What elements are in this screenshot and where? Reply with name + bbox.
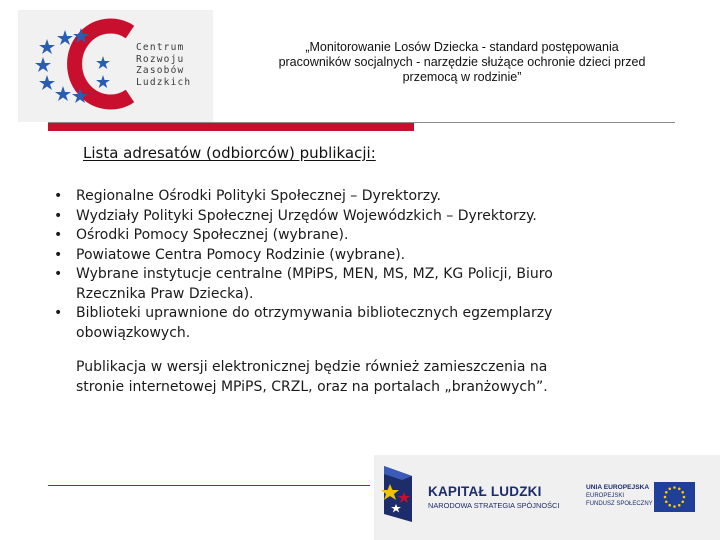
list-item [54, 265, 654, 304]
list-item-text: Ośrodki Pomocy Społecznej (wybrane). [76, 227, 349, 243]
eu-star-icon [665, 491, 668, 494]
recipient-list [54, 187, 654, 343]
eu-star-icon [664, 496, 667, 499]
eu-label-line: UNIA EUROPEJSKA [586, 484, 650, 491]
logo-line: Rozwoju [136, 53, 185, 65]
crzl-logo-text [136, 42, 191, 88]
eu-star-icon [681, 491, 684, 494]
header-title [252, 40, 672, 85]
logo-line: Centrum [136, 42, 185, 53]
list-item-text: Rzecznika Praw Dziecka). [76, 285, 254, 302]
kapital-ludzki-icon [380, 462, 420, 524]
bullet-marker: • [54, 227, 63, 243]
section-subtitle: Lista adresatów (odbiorców) publikacji: [83, 144, 376, 162]
star-icon [39, 39, 55, 54]
eu-star-icon [668, 487, 671, 490]
star-icon [96, 75, 110, 88]
bullet-marker: • [54, 305, 63, 321]
eu-star-icon [683, 496, 686, 499]
logo-line: Ludzkich [136, 76, 192, 88]
bullet-marker: • [54, 266, 63, 282]
star-icon [39, 75, 55, 90]
star-icon [57, 30, 73, 45]
header-title-line: „Monitorowanie Losów Dziecka - standard postępowania [305, 40, 619, 54]
eu-star-icon [673, 505, 676, 508]
list-item-text: obowiązkowych. [76, 324, 191, 341]
list-item [54, 187, 654, 207]
eu-label-line: FUNDUSZ SPOŁECZNY [586, 501, 653, 507]
star-icon [35, 57, 51, 72]
list-item [54, 226, 654, 246]
eu-star-icon [668, 504, 671, 507]
bullet-marker: • [54, 207, 63, 224]
list-item-text: Biblioteki uprawnione do otrzymywania bibliotecznych egzemplarzy [76, 305, 553, 321]
header-accent-bar [48, 123, 414, 131]
crzl-logo [18, 10, 213, 122]
list-item-text: Wybrane instytucje centralne (MPiPS, MEN, MS, MZ, KG Policji, Biuro [76, 266, 553, 282]
list-item [54, 246, 654, 266]
kapital-ludzki-subtitle: NARODOWA STRATEGIA SPÓJNOŚCI [428, 501, 560, 510]
eu-label [586, 484, 653, 508]
eu-star-icon [673, 486, 676, 489]
header-title-line: pracowników socjalnych - narzędzie służące ochronie dzieci przed [278, 55, 646, 69]
bullet-marker: • [54, 246, 63, 263]
star-icon [96, 56, 110, 69]
list-item [54, 207, 654, 227]
list-item-text: Wydziały Polityki Społecznej Urzędów Wojewódzkich – Dyrektorzy. [76, 207, 537, 224]
bullet-marker: • [54, 188, 63, 204]
star-icon [55, 86, 71, 101]
eu-label-line: EUROPEJSKI [586, 493, 625, 499]
eu-star-icon [665, 500, 668, 503]
list-item-text: Regionalne Ośrodki Polityki Społecznej – Dyrektorzy. [76, 188, 441, 204]
list-item [54, 304, 654, 343]
footer-divider [48, 485, 370, 486]
eu-star-icon [681, 500, 684, 503]
header-title-line: przemocą w rodzinie” [402, 70, 522, 84]
list-item-text: Powiatowe Centra Pomocy Rodzinie (wybrane). [76, 246, 406, 263]
eu-star-icon [678, 487, 681, 490]
eu-star-icon [678, 504, 681, 507]
paragraph-line: Publikacja w wersji elektronicznej będzie również zamieszczenia na [76, 359, 548, 375]
logo-line: Zasobów [136, 65, 185, 76]
publication-note [76, 358, 656, 397]
eu-flag-icon [654, 482, 695, 512]
paragraph-line: stronie internetowej MPiPS, CRZL, oraz na portalach „branżowych”. [76, 378, 548, 395]
kapital-ludzki-title: KAPITAŁ LUDZKI [428, 484, 542, 499]
